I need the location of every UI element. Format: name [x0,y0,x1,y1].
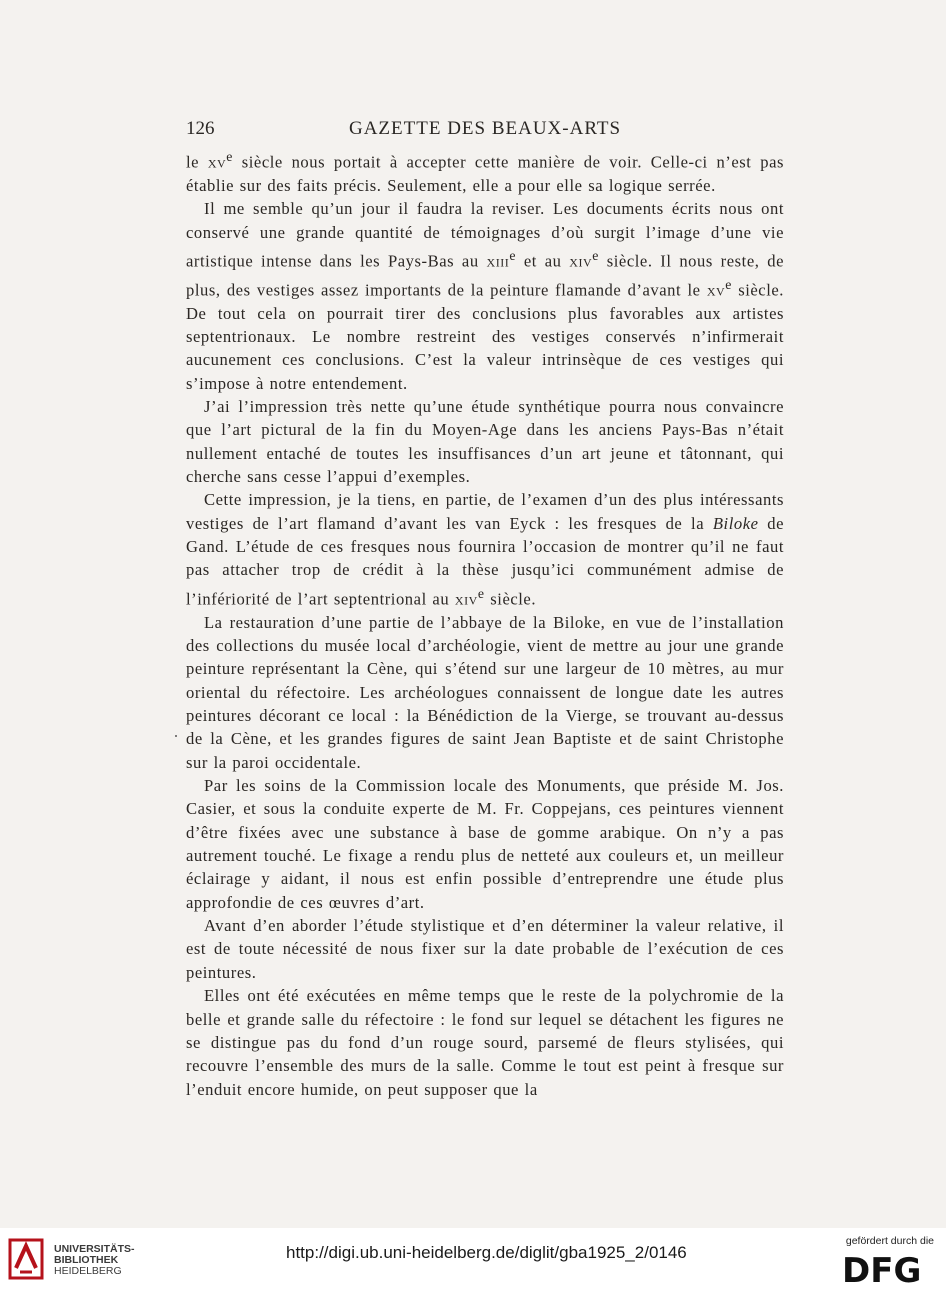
running-title: GAZETTE DES BEAUX-ARTS [348,118,622,139]
page-number: 126 [186,118,215,139]
university-library-name[interactable]: UNIVERSITÄTS- BIBLIOTHEK HEIDELBERG [54,1243,135,1277]
paragraph-2: Il me semble qu’un jour il faudra la reviser. Les documents écrits nous ont conservé une grande quantité de témoignages d’où surgit l’image d’une vie artistique intense dans les Pays-Bas au xiii$^e$ et au xiv$^e$ siècle. Il nous reste, de plus, des vestiges assez importants de la peinture flamande d’avant le $xv^e$ siècle. De tout cela on pourrait tirer des conclusions plus favorables aux artistes septentrionaux. Le nombre restreint des vestiges conservés n’infirmerait aucunement ces conclusions. C’est la valeur intrinsèque de ces vestiges qui s’impose à notre entendement. [186,199,784,393]
margin-mark [175,735,177,737]
paragraph-4: Cette impression, je la tiens, en partie, de l’examen d’un des plus intéressants vestiges de l’art flamand d’avant les van Eyck : les fresques de la Biloke de Gand. L’étude de ces fresques nous fournira l’occasion de montrer qu’il ne faut pas attacher trop de crédit à la thèse jusqu’ici communément admise de l’infériorité de l’art septentrional au xiv$^e$ siècle. [186,490,785,609]
page-header [186,118,784,142]
paragraph-5: La restauration d’une partie de l’abbaye de la Biloke, en vue de l’installation des collections du musée local d’archéologie, vient de mettre au jour une grande peinture représentant la Cène, qui s’étend sur une largeur de 10 mètres, au mur oriental du réfectoire. Les archéologues connaissent de longue date les autres peintures décorant ce local : la Bénédiction de la Vierge, se trouvant au-dessus de la Cène, et les grandes figures de saint Jean Baptiste et de saint Christophe sur la paroi occidentale. [186,612,784,772]
paragraph-6: Par les soins de la Commission locale des Monuments, que préside M. Jos. Casier, et sous la conduite experte de M. Fr. Coppejans, ces peintures viennent d’être fixées avec une substance à base de gomme arabique. On n’y a pas autrement touché. Le fixage a rendu plus de netteté aux couleurs et, un meilleur éclairage y aidant, il nous est enfin possible d’entreprendre une étude plus approfondie de ces œuvres d’art. [186,776,784,912]
body-text [186,145,784,1101]
paragraph-8: Elles ont été exécutées en même temps que le reste de la polychromie de la belle et grande salle du réfectoire : le fond sur lequel se détachent les figures ne se distingue pas du fond d’un rouge sourd, parsemé de fleurs stylisées, qui recouvre l’ensemble des murs de la salle. Comme le tout est peint à fresque sur l’enduit encore humide, on peut supposer que la [186,986,784,1099]
paragraph-7: Avant d’en aborder l’étude stylistique et d’en déterminer la valeur relative, il est de toute nécessité de nous fixer sur la date probable de l’exécution de ces peintures. [186,916,784,982]
university-library-logo-icon[interactable] [8,1238,44,1280]
permalink-url[interactable]: http://digi.ub.uni-heidelberg.de/diglit/gba1925_2/0146 [286,1243,687,1262]
paragraph-3: J’ai l’impression très nette qu’une étude synthétique pourra nous convaincre que l’art pictural de la fin du Moyen-Age dans les anciens Pays-Bas n’était nullement entaché de toutes les insuffisances d’un art jeune et tâtonnant, qui cherche sans cesse l’appui d’exemples. [186,397,784,487]
paragraph-1: le $xv^e$ siècle nous portait à accepter cette manière de voir. Celle-ci n’est pas établie sur des faits précis. Seulement, elle a pour elle sa logique serrée. [186,149,784,195]
sponsor-note: gefördert durch die [845,1235,934,1247]
dfg-logo-icon[interactable]: DFG [842,1251,922,1291]
